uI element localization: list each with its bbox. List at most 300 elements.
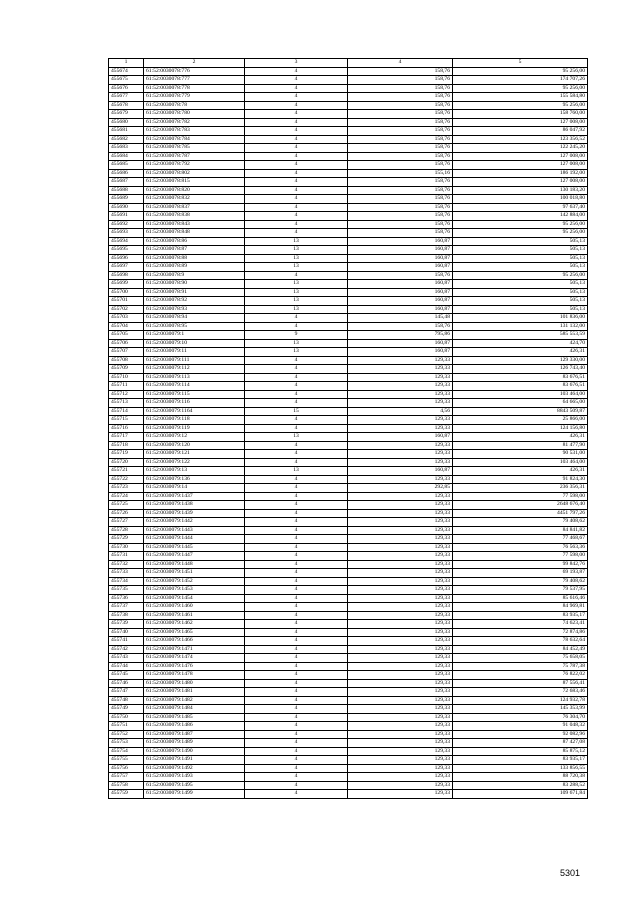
cell-rate-value: 158,76 <box>348 229 453 238</box>
cell-cadastral-number: 61:52:0030078:9 <box>144 271 245 280</box>
cell-group-code: 13 <box>245 297 348 306</box>
cell-cadastral-number: 61:52:0030078:782 <box>144 118 245 127</box>
table-row <box>109 331 588 340</box>
cell-cadastral-number: 61:52:0030078:783 <box>144 127 245 136</box>
cell-cadastral-number: 61:52:0030079:1443 <box>144 526 245 535</box>
table-row <box>109 178 588 187</box>
cell-rate-value: 129,33 <box>348 645 453 654</box>
cell-group-code: 4 <box>245 399 348 408</box>
cell-group-code: 4 <box>245 118 348 127</box>
cell-cadastral-value: 129 330,00 <box>453 356 588 365</box>
cell-group-code: 4 <box>245 645 348 654</box>
cell-cadastral-number: 61:52:0030079:1471 <box>144 645 245 654</box>
table-row <box>109 399 588 408</box>
cell-row-number: 455743 <box>109 654 144 663</box>
cell-group-code: 4 <box>245 229 348 238</box>
cell-cadastral-number: 61:52:0030079:1495 <box>144 781 245 790</box>
cell-rate-value: 160,87 <box>348 263 453 272</box>
cell-group-code: 4 <box>245 416 348 425</box>
cell-row-number: 455719 <box>109 450 144 459</box>
cell-rate-value: 129,33 <box>348 756 453 765</box>
cell-rate-value: 129,33 <box>348 611 453 620</box>
cell-cadastral-value: 426,31 <box>453 348 588 357</box>
table-row <box>109 713 588 722</box>
cell-cadastral-value: 87 427,08 <box>453 739 588 748</box>
cell-group-code: 9 <box>245 331 348 340</box>
table-row <box>109 773 588 782</box>
table-row <box>109 382 588 391</box>
table-row <box>109 671 588 680</box>
cell-group-code: 4 <box>245 603 348 612</box>
cell-cadastral-number: 61:52:0030079:1447 <box>144 552 245 561</box>
cell-cadastral-number: 61:52:0030078:92 <box>144 297 245 306</box>
cell-cadastral-number: 61:52:0030079:121 <box>144 450 245 459</box>
cell-rate-value: 129,33 <box>348 628 453 637</box>
cell-cadastral-value: 130 183,20 <box>453 186 588 195</box>
cell-cadastral-number: 61:52:0030079:1451 <box>144 569 245 578</box>
cell-row-number: 455744 <box>109 662 144 671</box>
cell-cadastral-value: 2648 676,40 <box>453 501 588 510</box>
cell-group-code: 4 <box>245 365 348 374</box>
cell-row-number: 455692 <box>109 220 144 229</box>
cell-group-code: 4 <box>245 722 348 731</box>
cell-rate-value: 160,87 <box>348 467 453 476</box>
cell-row-number: 455758 <box>109 781 144 790</box>
cell-cadastral-number: 61:52:0030079:1 <box>144 331 245 340</box>
cell-rate-value: 160,87 <box>348 433 453 442</box>
table-row <box>109 280 588 289</box>
table-row <box>109 152 588 161</box>
cell-row-number: 455683 <box>109 144 144 153</box>
cell-cadastral-value: 95 256,00 <box>453 67 588 76</box>
cell-cadastral-number: 61:52:0030079:113 <box>144 373 245 382</box>
cell-group-code: 4 <box>245 696 348 705</box>
cell-cadastral-value: 99 842,76 <box>453 560 588 569</box>
table-row <box>109 543 588 552</box>
cell-cadastral-value: 79 408,62 <box>453 518 588 527</box>
cell-rate-value: 129,33 <box>348 509 453 518</box>
table-row <box>109 654 588 663</box>
cell-group-code: 4 <box>245 161 348 170</box>
table-row <box>109 416 588 425</box>
cell-cadastral-value: 4451 797,26 <box>453 509 588 518</box>
cell-group-code: 4 <box>245 535 348 544</box>
cell-cadastral-value: 95 256,00 <box>453 84 588 93</box>
cell-group-code: 4 <box>245 764 348 773</box>
table-row <box>109 322 588 331</box>
cell-group-code: 4 <box>245 220 348 229</box>
table-row <box>109 705 588 714</box>
cell-group-code: 4 <box>245 390 348 399</box>
cell-cadastral-value: 83 288,52 <box>453 781 588 790</box>
cell-group-code: 4 <box>245 67 348 76</box>
table-row <box>109 569 588 578</box>
cell-cadastral-number: 61:52:0030079:12 <box>144 433 245 442</box>
cell-row-number: 455708 <box>109 356 144 365</box>
table-row <box>109 195 588 204</box>
cell-cadastral-number: 61:52:0030078:778 <box>144 84 245 93</box>
cell-rate-value: 129,33 <box>348 739 453 748</box>
table-row <box>109 407 588 416</box>
cell-cadastral-number: 61:52:0030079:10 <box>144 339 245 348</box>
cell-cadastral-value: 84 841,82 <box>453 526 588 535</box>
cell-row-number: 455752 <box>109 730 144 739</box>
cell-cadastral-number: 61:52:0030078:785 <box>144 144 245 153</box>
cell-group-code: 4 <box>245 424 348 433</box>
cell-cadastral-value: 83 676,51 <box>453 373 588 382</box>
table-row <box>109 628 588 637</box>
cell-cadastral-number: 61:52:0030078:777 <box>144 76 245 85</box>
cell-rate-value: 129,33 <box>348 569 453 578</box>
cell-row-number: 455674 <box>109 67 144 76</box>
cell-cadastral-value: 76 822,02 <box>453 671 588 680</box>
cell-cadastral-number: 61:52:0030079:1460 <box>144 603 245 612</box>
cell-cadastral-value: 127 008,00 <box>453 161 588 170</box>
table-row <box>109 645 588 654</box>
cell-cadastral-number: 61:52:0030079:112 <box>144 365 245 374</box>
cell-cadastral-value: 100 018,80 <box>453 195 588 204</box>
cell-rate-value: 129,33 <box>348 722 453 731</box>
cell-cadastral-value: 236 356,31 <box>453 484 588 493</box>
cell-rate-value: 158,76 <box>348 195 453 204</box>
cell-rate-value: 160,87 <box>348 339 453 348</box>
cell-row-number: 455713 <box>109 399 144 408</box>
cell-rate-value: 129,33 <box>348 713 453 722</box>
cell-cadastral-value: 127 008,00 <box>453 118 588 127</box>
cell-cadastral-value: 142 884,00 <box>453 212 588 221</box>
cell-group-code: 15 <box>245 407 348 416</box>
cell-cadastral-value: 505,13 <box>453 237 588 246</box>
cell-cadastral-value: 95 256,00 <box>453 220 588 229</box>
cell-row-number: 455677 <box>109 93 144 102</box>
cell-group-code: 13 <box>245 339 348 348</box>
table-row <box>109 118 588 127</box>
cell-row-number: 455722 <box>109 475 144 484</box>
cell-row-number: 455696 <box>109 254 144 263</box>
table-row <box>109 433 588 442</box>
cell-row-number: 455712 <box>109 390 144 399</box>
cell-cadastral-number: 61:52:0030079:120 <box>144 441 245 450</box>
cell-row-number: 455753 <box>109 739 144 748</box>
table-row <box>109 586 588 595</box>
cell-row-number: 455709 <box>109 365 144 374</box>
cell-cadastral-number: 61:52:0030078:802 <box>144 169 245 178</box>
cell-group-code: 4 <box>245 93 348 102</box>
cell-cadastral-value: 109 671,84 <box>453 790 588 799</box>
cell-row-number: 455737 <box>109 603 144 612</box>
cell-rate-value: 129,33 <box>348 603 453 612</box>
cell-cadastral-value: 75 658,05 <box>453 654 588 663</box>
cell-rate-value: 160,87 <box>348 348 453 357</box>
cell-cadastral-value: 81 477,90 <box>453 441 588 450</box>
cell-cadastral-number: 61:52:0030079:1474 <box>144 654 245 663</box>
table-row <box>109 526 588 535</box>
cell-cadastral-number: 61:52:0030079:1445 <box>144 543 245 552</box>
cell-cadastral-value: 158 760,00 <box>453 110 588 119</box>
cell-group-code: 13 <box>245 246 348 255</box>
cell-rate-value: 158,76 <box>348 67 453 76</box>
cell-rate-value: 129,33 <box>348 671 453 680</box>
cell-cadastral-value: 145 353,99 <box>453 705 588 714</box>
cell-group-code: 4 <box>245 705 348 714</box>
cell-rate-value: 158,76 <box>348 322 453 331</box>
cell-rate-value: 129,33 <box>348 730 453 739</box>
cell-row-number: 455703 <box>109 314 144 323</box>
cell-group-code: 4 <box>245 654 348 663</box>
cell-row-number: 455697 <box>109 263 144 272</box>
cell-group-code: 13 <box>245 280 348 289</box>
cell-cadastral-number: 61:52:0030079:1442 <box>144 518 245 527</box>
table-row <box>109 450 588 459</box>
cell-group-code: 4 <box>245 382 348 391</box>
cell-cadastral-value: 505,13 <box>453 254 588 263</box>
table-row <box>109 501 588 510</box>
cell-rate-value: 795,86 <box>348 331 453 340</box>
cell-row-number: 455698 <box>109 271 144 280</box>
cell-group-code: 13 <box>245 254 348 263</box>
table-row <box>109 696 588 705</box>
cell-rate-value: 129,33 <box>348 781 453 790</box>
cell-group-code: 4 <box>245 458 348 467</box>
cell-group-code: 4 <box>245 713 348 722</box>
cell-row-number: 455680 <box>109 118 144 127</box>
table-row <box>109 688 588 697</box>
cell-row-number: 455678 <box>109 101 144 110</box>
table-row <box>109 84 588 93</box>
cell-cadastral-value: 505,13 <box>453 297 588 306</box>
table-row <box>109 348 588 357</box>
cell-cadastral-value: 78 632,64 <box>453 637 588 646</box>
cell-group-code: 4 <box>245 747 348 756</box>
cell-rate-value: 129,33 <box>348 458 453 467</box>
cell-cadastral-value: 77 468,67 <box>453 535 588 544</box>
cell-cadastral-number: 61:52:0030079:1462 <box>144 620 245 629</box>
cell-rate-value: 155,16 <box>348 169 453 178</box>
table-row <box>109 314 588 323</box>
cell-group-code: 4 <box>245 373 348 382</box>
cell-row-number: 455706 <box>109 339 144 348</box>
cell-row-number: 455682 <box>109 135 144 144</box>
cell-group-code: 4 <box>245 611 348 620</box>
cell-group-code: 4 <box>245 620 348 629</box>
cell-rate-value: 129,33 <box>348 654 453 663</box>
cell-cadastral-number: 61:52:0030079:1476 <box>144 662 245 671</box>
cell-cadastral-number: 61:52:0030078:837 <box>144 203 245 212</box>
cell-row-number: 455733 <box>109 569 144 578</box>
cell-rate-value: 129,33 <box>348 450 453 459</box>
cell-cadastral-number: 61:52:0030078:848 <box>144 229 245 238</box>
table-body <box>109 67 588 798</box>
cell-cadastral-value: 585 553,59 <box>453 331 588 340</box>
cell-cadastral-value: 101 836,00 <box>453 314 588 323</box>
cell-group-code: 4 <box>245 688 348 697</box>
table-row <box>109 297 588 306</box>
cell-cadastral-number: 61:52:0030079:114 <box>144 382 245 391</box>
cell-cadastral-number: 61:52:0030078:87 <box>144 246 245 255</box>
cell-cadastral-number: 61:52:0030079:1478 <box>144 671 245 680</box>
cell-cadastral-number: 61:52:0030078:832 <box>144 195 245 204</box>
cell-cadastral-value: 79 537,95 <box>453 586 588 595</box>
table-row <box>109 611 588 620</box>
cell-cadastral-number: 61:52:0030079:118 <box>144 416 245 425</box>
cell-group-code: 4 <box>245 84 348 93</box>
cell-cadastral-number: 61:52:0030079:1490 <box>144 747 245 756</box>
cell-group-code: 4 <box>245 76 348 85</box>
cell-cadastral-number: 61:52:0030078:93 <box>144 305 245 314</box>
cell-cadastral-number: 61:52:0030079:1482 <box>144 696 245 705</box>
table-row <box>109 509 588 518</box>
cell-rate-value: 129,33 <box>348 688 453 697</box>
table-row <box>109 186 588 195</box>
cell-rate-value: 158,76 <box>348 144 453 153</box>
cell-rate-value: 129,33 <box>348 399 453 408</box>
cell-rate-value: 160,87 <box>348 288 453 297</box>
table-row <box>109 577 588 586</box>
cell-group-code: 4 <box>245 152 348 161</box>
table-row <box>109 594 588 603</box>
cell-row-number: 455747 <box>109 688 144 697</box>
cell-cadastral-value: 87 556,41 <box>453 679 588 688</box>
cell-cadastral-value: 174 707,26 <box>453 76 588 85</box>
cell-rate-value: 129,33 <box>348 526 453 535</box>
cell-group-code: 4 <box>245 144 348 153</box>
cell-group-code: 4 <box>245 628 348 637</box>
cell-cadastral-value: 75 787,38 <box>453 662 588 671</box>
cell-cadastral-number: 61:52:0030078:780 <box>144 110 245 119</box>
cell-group-code: 4 <box>245 509 348 518</box>
cell-cadastral-number: 61:52:0030078:779 <box>144 93 245 102</box>
cell-group-code: 4 <box>245 501 348 510</box>
cell-rate-value: 129,33 <box>348 662 453 671</box>
cell-rate-value: 129,33 <box>348 365 453 374</box>
table-row <box>109 161 588 170</box>
cell-rate-value: 158,76 <box>348 212 453 221</box>
cell-group-code: 4 <box>245 195 348 204</box>
cell-cadastral-number: 61:52:0030079:115 <box>144 390 245 399</box>
cell-row-number: 455688 <box>109 186 144 195</box>
cell-group-code: 13 <box>245 263 348 272</box>
cell-row-number: 455730 <box>109 543 144 552</box>
cell-cadastral-value: 76 563,36 <box>453 543 588 552</box>
cell-cadastral-value: 25 866,00 <box>453 416 588 425</box>
cell-cadastral-value: 127 008,00 <box>453 178 588 187</box>
cell-row-number: 455738 <box>109 611 144 620</box>
table-row <box>109 305 588 314</box>
table-row <box>109 390 588 399</box>
table-row <box>109 373 588 382</box>
table-row <box>109 127 588 136</box>
cell-cadastral-value: 127 008,00 <box>453 152 588 161</box>
cell-group-code: 4 <box>245 730 348 739</box>
cell-group-code: 13 <box>245 348 348 357</box>
cell-cadastral-value: 83 935,17 <box>453 611 588 620</box>
cell-cadastral-number: 61:52:0030078:90 <box>144 280 245 289</box>
cell-row-number: 455701 <box>109 297 144 306</box>
cell-row-number: 455759 <box>109 790 144 799</box>
cell-row-number: 455693 <box>109 229 144 238</box>
cell-row-number: 455749 <box>109 705 144 714</box>
table-row <box>109 484 588 493</box>
cell-rate-value: 158,76 <box>348 101 453 110</box>
cell-group-code: 4 <box>245 441 348 450</box>
cell-group-code: 4 <box>245 186 348 195</box>
cell-cadastral-value: 186 192,00 <box>453 169 588 178</box>
cell-rate-value: 129,33 <box>348 679 453 688</box>
cell-rate-value: 129,33 <box>348 594 453 603</box>
cell-group-code: 4 <box>245 790 348 799</box>
cell-group-code: 4 <box>245 178 348 187</box>
cell-cadastral-number: 61:52:0030079:1485 <box>144 713 245 722</box>
cell-rate-value: 129,33 <box>348 637 453 646</box>
cell-cadastral-value: 505,13 <box>453 263 588 272</box>
table-row <box>109 246 588 255</box>
cell-cadastral-value: 85 875,12 <box>453 747 588 756</box>
cell-cadastral-value: 8843 509,87 <box>453 407 588 416</box>
table-row <box>109 662 588 671</box>
cell-row-number: 455717 <box>109 433 144 442</box>
cell-group-code: 4 <box>245 203 348 212</box>
cell-group-code: 4 <box>245 560 348 569</box>
cell-cadastral-value: 86 047,92 <box>453 127 588 136</box>
cell-row-number: 455715 <box>109 416 144 425</box>
cell-group-code: 4 <box>245 450 348 459</box>
cell-cadastral-value: 505,13 <box>453 280 588 289</box>
table-row <box>109 781 588 790</box>
table-row <box>109 756 588 765</box>
cell-cadastral-number: 61:52:0030079:13 <box>144 467 245 476</box>
cell-cadastral-number: 61:52:0030079:1493 <box>144 773 245 782</box>
cell-group-code: 4 <box>245 356 348 365</box>
table-row <box>109 67 588 76</box>
cell-cadastral-number: 61:52:0030078:78 <box>144 101 245 110</box>
cell-rate-value: 129,33 <box>348 441 453 450</box>
table-row <box>109 93 588 102</box>
cell-group-code: 4 <box>245 552 348 561</box>
cell-row-number: 455746 <box>109 679 144 688</box>
cell-cadastral-number: 61:52:0030078:88 <box>144 254 245 263</box>
cell-row-number: 455755 <box>109 756 144 765</box>
cell-group-code: 4 <box>245 526 348 535</box>
cell-row-number: 455718 <box>109 441 144 450</box>
table-row <box>109 475 588 484</box>
cell-cadastral-number: 61:52:0030078:89 <box>144 263 245 272</box>
cell-cadastral-value: 505,13 <box>453 288 588 297</box>
cell-group-code: 4 <box>245 586 348 595</box>
cell-row-number: 455694 <box>109 237 144 246</box>
cell-cadastral-number: 61:52:0030078:838 <box>144 212 245 221</box>
cell-cadastral-number: 61:52:0030078:843 <box>144 220 245 229</box>
cell-row-number: 455690 <box>109 203 144 212</box>
column-header-3: 3 <box>245 59 348 68</box>
cell-row-number: 455686 <box>109 169 144 178</box>
cell-cadastral-value: 426,31 <box>453 467 588 476</box>
cell-rate-value: 158,76 <box>348 93 453 102</box>
cell-cadastral-number: 61:52:0030079:14 <box>144 484 245 493</box>
cell-cadastral-value: 131 132,00 <box>453 322 588 331</box>
cell-cadastral-value: 505,13 <box>453 246 588 255</box>
cell-cadastral-number: 61:52:0030079:1439 <box>144 509 245 518</box>
cell-cadastral-number: 61:52:0030079:11 <box>144 348 245 357</box>
cell-row-number: 455727 <box>109 518 144 527</box>
cell-cadastral-value: 103 464,00 <box>453 390 588 399</box>
cell-row-number: 455714 <box>109 407 144 416</box>
cell-cadastral-number: 61:52:0030078:95 <box>144 322 245 331</box>
table-row <box>109 747 588 756</box>
cell-rate-value: 129,33 <box>348 382 453 391</box>
cell-row-number: 455756 <box>109 764 144 773</box>
cell-rate-value: 129,33 <box>348 475 453 484</box>
cell-row-number: 455723 <box>109 484 144 493</box>
